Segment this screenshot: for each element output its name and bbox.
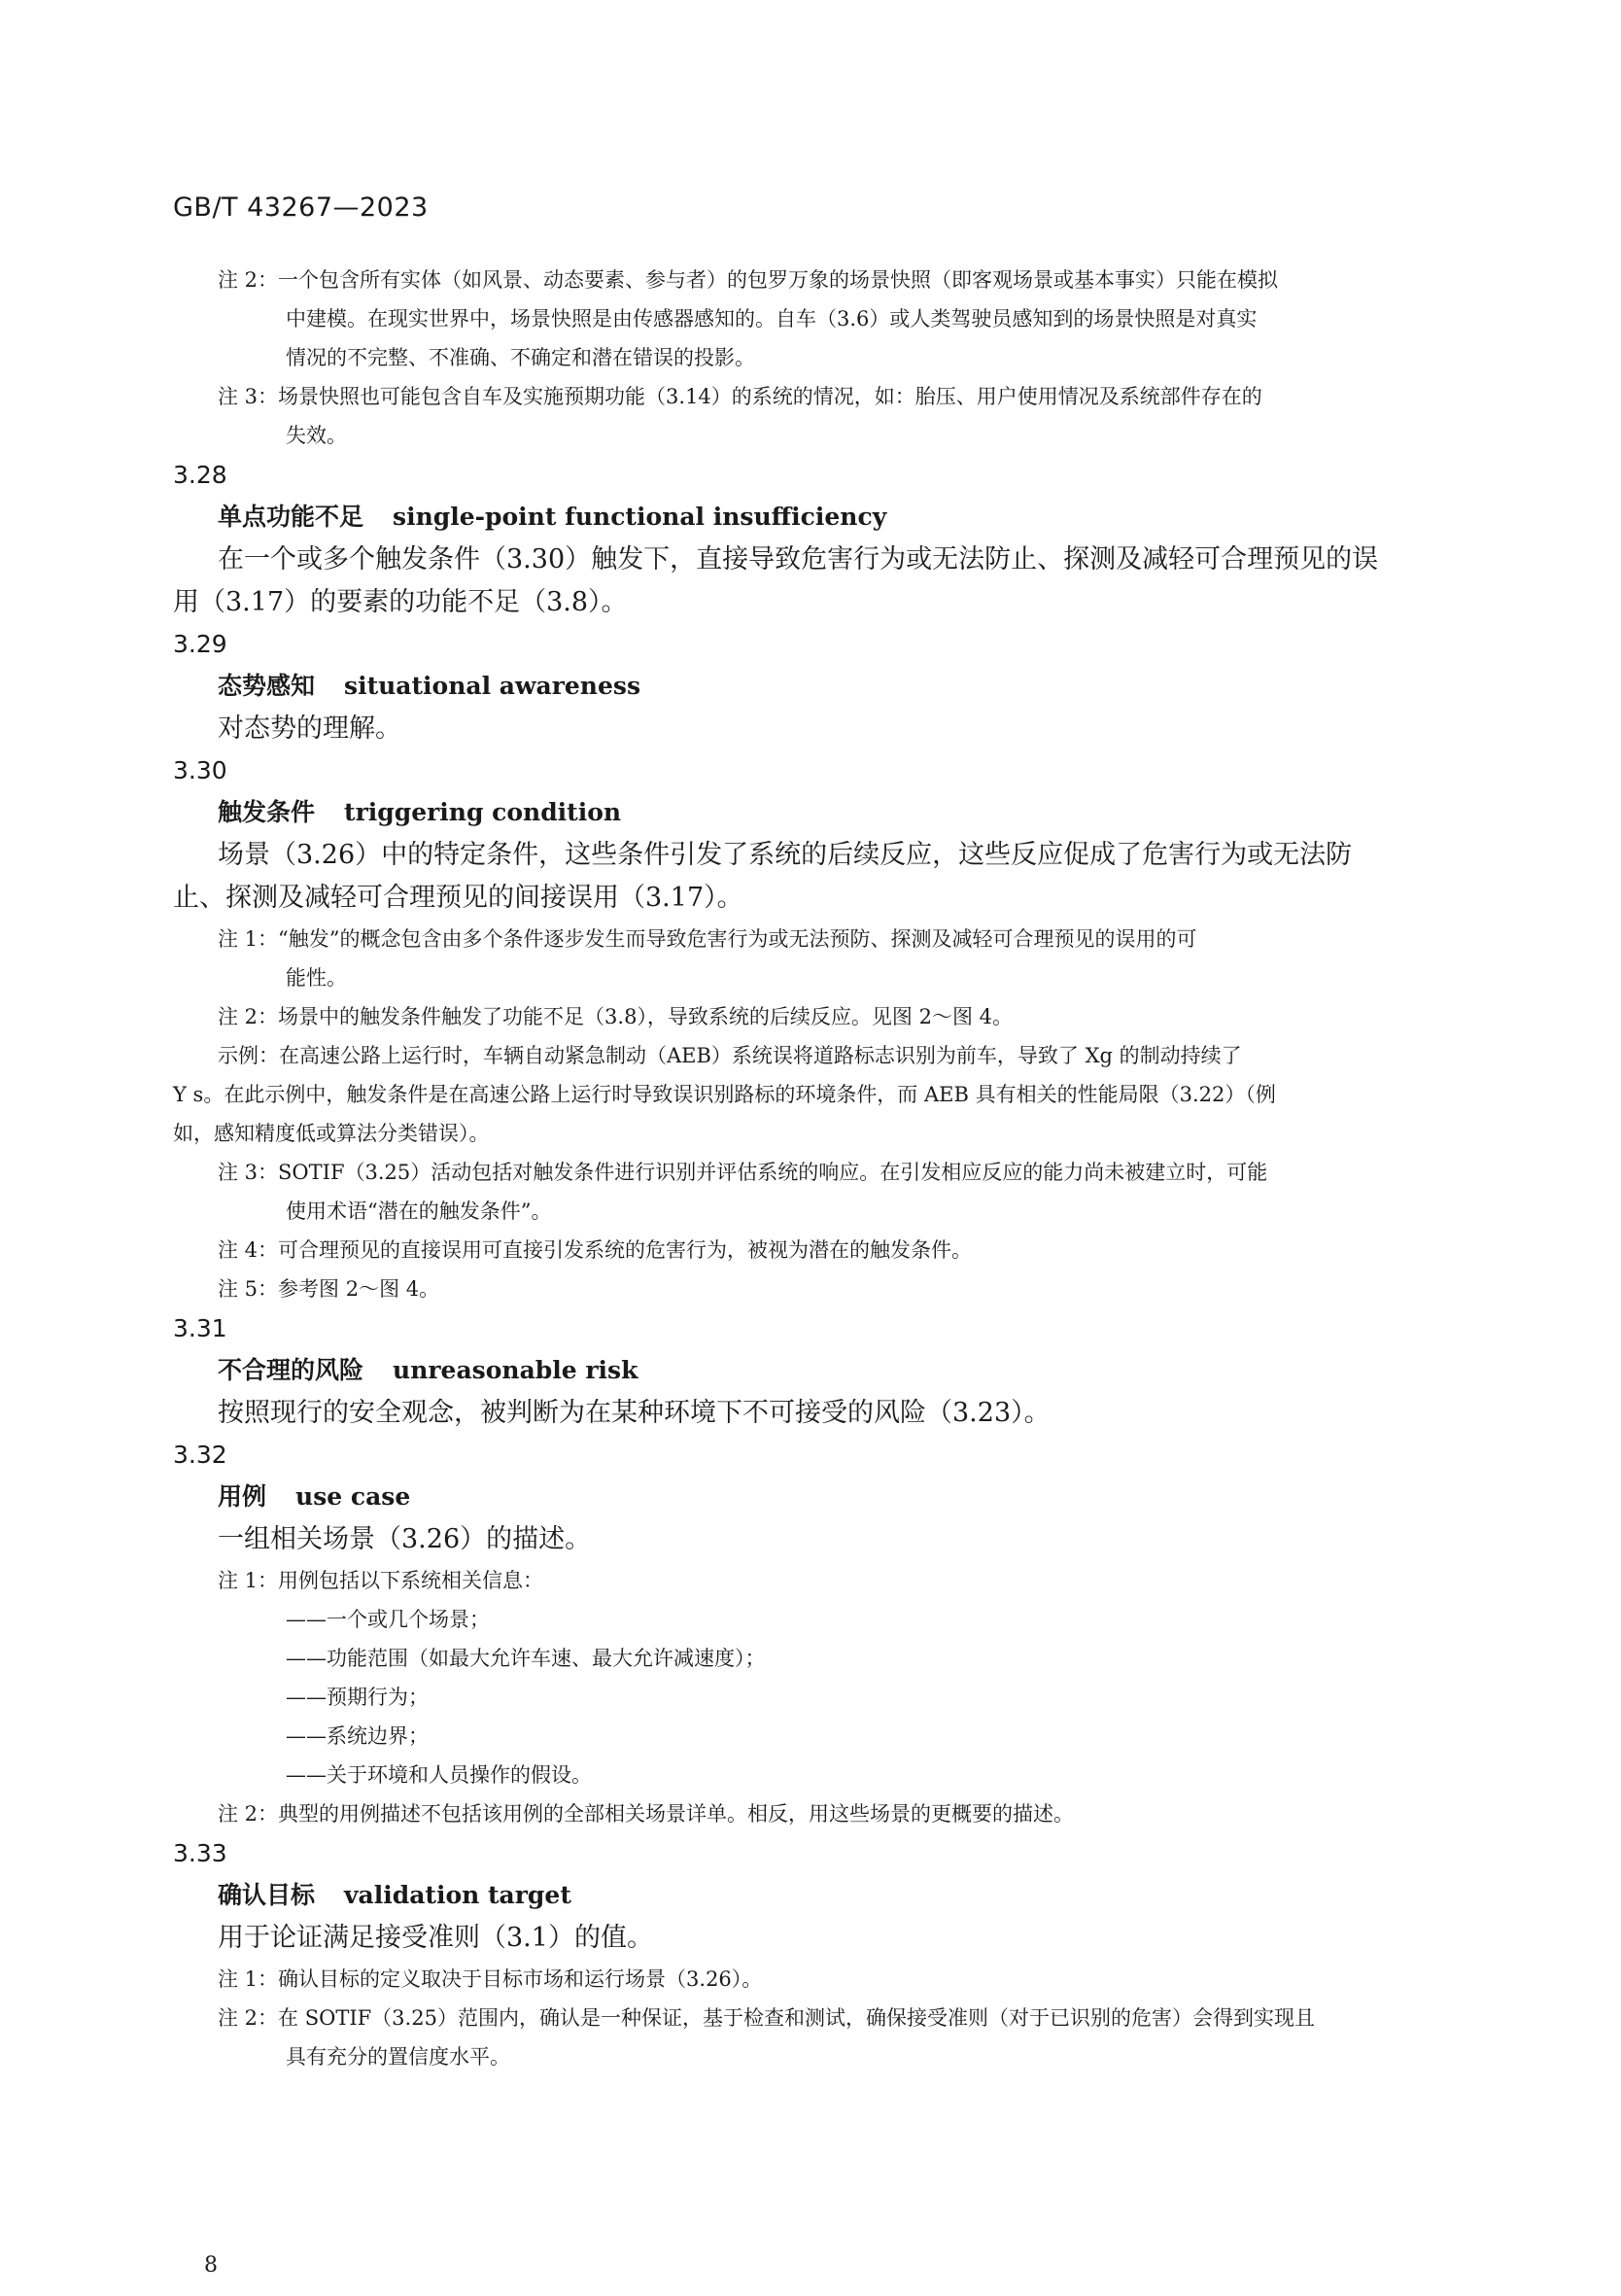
clause-number: 3.30 [173, 756, 227, 784]
term-en: single-point functional insufficiency [393, 503, 887, 531]
term-heading [173, 664, 1436, 708]
term-en: situational awareness [344, 672, 641, 700]
note-text: 能性。 [286, 966, 347, 990]
definition-text: 用（3.17）的要素的功能不足（3.8）。 [173, 587, 628, 617]
term-zh: 确认目标 [218, 1881, 316, 1909]
term-en: triggering condition [344, 798, 622, 826]
term-en: validation target [344, 1881, 571, 1909]
definition-text: 用于论证满足接受准则（3.1）的值。 [218, 1923, 653, 1953]
term-heading [173, 1475, 1436, 1518]
standard-code-header: GB/T 43267—2023 [173, 192, 429, 223]
clause-number: 3.32 [173, 1441, 227, 1469]
note-text: 注 3：SOTIF（3.25）活动包括对触发条件进行识别并评估系统的响应。在引发相应反应的能力尚未被建立时，可能 [218, 1161, 1268, 1184]
term-zh: 不合理的风险 [218, 1356, 364, 1384]
note-text: 如，感知精度低或算法分类错误）。 [173, 1122, 490, 1145]
definition-text: 对态势的理解。 [218, 713, 401, 744]
term-heading [173, 790, 1436, 834]
clause-number: 3.33 [173, 1839, 227, 1867]
term-heading [173, 495, 1436, 539]
definition-text: 在一个或多个触发条件（3.30）触发下，直接导致危害行为或无法防止、探测及减轻可合理预见的误 [218, 544, 1379, 574]
note-text: 情况的不完整、不准确、不确定和潜在错误的投影。 [286, 346, 755, 369]
definition-text: 场景（3.26）中的特定条件，这些条件引发了系统的后续反应，这些反应促成了危害行为或无法防 [218, 840, 1353, 870]
clause-number: 3.31 [173, 1314, 227, 1342]
page-number: 8 [204, 2253, 218, 2278]
note-text: 注 2：在 SOTIF（3.25）范围内，确认是一种保证，基于检查和测试，确保接受准则（对于已识别的危害）会得到实现且 [218, 2006, 1315, 2030]
note-text: ——预期行为； [286, 1686, 429, 1709]
note-text: 注 3：场景快照也可能包含自车及实施预期功能（3.14）的系统的情况，如：胎压、用户使用情况及系统部件存在的 [218, 385, 1262, 408]
definition-text: 一组相关场景（3.26）的描述。 [218, 1524, 592, 1554]
page-content [173, 261, 1436, 2076]
note-text: Y s。在此示例中，触发条件是在高速公路上运行时导致误识别路标的环境条件，而 AEB 具有相关的性能局限（3.22）（例 [173, 1083, 1276, 1106]
note-text: 中建模。在现实世界中，场景快照是由传感器感知的。自车（3.6）或人类驾驶员感知到的场景快照是对真实 [286, 307, 1258, 330]
term-zh: 单点功能不足 [218, 503, 364, 531]
term-zh: 用例 [218, 1482, 267, 1511]
note-text: ——系统边界； [286, 1724, 429, 1748]
clause-number: 3.28 [173, 461, 227, 489]
definition-text: 按照现行的安全观念，被判断为在某种环境下不可接受的风险（3.23）。 [218, 1398, 1051, 1428]
note-text: ——功能范围（如最大允许车速、最大允许减速度）； [286, 1647, 766, 1670]
note-text: 失效。 [286, 424, 347, 447]
note-text: ——一个或几个场景； [286, 1608, 490, 1631]
note-text: 注 1：用例包括以下系统相关信息： [218, 1569, 544, 1592]
term-en: use case [295, 1482, 411, 1511]
note-text: ——关于环境和人员操作的假设。 [286, 1763, 592, 1787]
note-text: 具有充分的置信度水平。 [286, 2045, 510, 2069]
note-text: 注 2：场景中的触发条件触发了功能不足（3.8），导致系统的后续反应。见图 2～图 4。 [218, 1005, 1014, 1028]
note-text: 示例：在高速公路上运行时，车辆自动紧急制动（AEB）系统误将道路标志识别为前车，导致了 Xg 的制动持续了 [218, 1044, 1242, 1067]
term-en: unreasonable risk [393, 1356, 638, 1384]
note-text: 注 2：典型的用例描述不包括该用例的全部相关场景详单。相反，用这些场景的更概要的描述。 [218, 1802, 1075, 1826]
term-heading [173, 1873, 1436, 1917]
definition-text: 止、探测及减轻可合理预见的间接误用（3.17）。 [173, 883, 743, 913]
term-zh: 触发条件 [218, 798, 316, 826]
note-text: 使用术语“潜在的触发条件”。 [286, 1200, 552, 1223]
note-text: 注 1：“触发”的概念包含由多个条件逐步发生而导致危害行为或无法预防、探测及减轻可合理预见的误用的可 [218, 927, 1197, 951]
term-heading [173, 1348, 1436, 1392]
note-text: 注 5：参考图 2～图 4。 [218, 1277, 440, 1301]
note-text: 注 4：可合理预见的直接误用可直接引发系统的危害行为，被视为潜在的触发条件。 [218, 1238, 973, 1262]
note-text: 注 1：确认目标的定义取决于目标市场和运行场景（3.26）。 [218, 1967, 763, 1991]
clause-number: 3.29 [173, 630, 227, 658]
term-zh: 态势感知 [218, 672, 316, 700]
note-text: 注 2：一个包含所有实体（如风景、动态要素、参与者）的包罗万象的场景快照（即客观场景或基本事实）只能在模拟 [218, 268, 1279, 292]
